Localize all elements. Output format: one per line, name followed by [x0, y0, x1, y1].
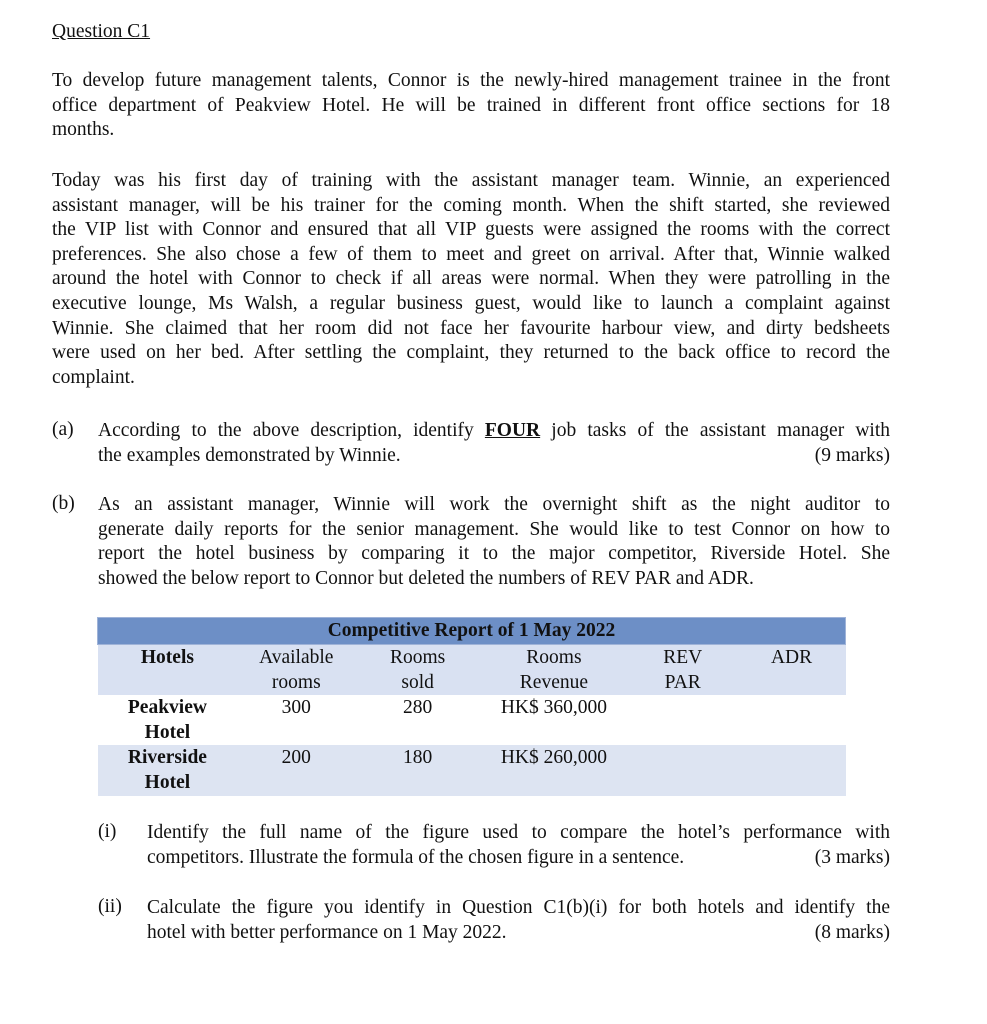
text-line: complaint. — [52, 366, 135, 388]
rooms-revenue: HK$ 360,000 — [480, 695, 628, 745]
part-b-label: (b) — [52, 493, 75, 514]
text-line: Winnie. She claimed that her room did not face her favourite harbour view, and dirty bedsheets — [52, 317, 890, 339]
rooms-sold: 280 — [355, 695, 480, 745]
text-line: generate daily reports for the senior management. She would like to test Connor on how to — [98, 518, 890, 540]
text: competitors. Illustrate the formula of the chosen figure in a sentence. — [147, 846, 685, 868]
text: According to the above description, identify — [98, 420, 485, 441]
header-rooms-revenue: Rooms Revenue — [480, 645, 628, 696]
rooms-revenue: HK$ 260,000 — [480, 745, 628, 796]
header-adr: ADR — [738, 645, 846, 696]
header-hotels: Hotels — [98, 645, 238, 696]
text-line: As an assistant manager, Winnie will work the overnight shift as the night auditor to — [98, 494, 890, 515]
table-row — [98, 745, 846, 796]
table-row — [98, 695, 846, 745]
table-header-row — [98, 645, 846, 696]
text: hotel with better performance on 1 May 2022. — [147, 921, 507, 943]
table-title: Competitive Report of 1 May 2022 — [98, 618, 846, 645]
intro-paragraph — [52, 69, 890, 143]
hotel-name: Riverside Hotel — [98, 745, 238, 796]
text-line: showed the below report to Connor but deleted the numbers of REV PAR and ADR. — [98, 567, 754, 589]
text-line: the VIP list with Connor and ensured that all VIP guests were assigned the rooms with the correct — [52, 219, 890, 241]
text: the examples demonstrated by Winnie. — [98, 444, 401, 466]
part-a-question — [98, 419, 890, 468]
scenario-paragraph — [52, 169, 890, 390]
text-line: Identify the full name of the figure used to compare the hotel’s performance with — [147, 822, 890, 843]
part-i-label: (i) — [98, 821, 117, 842]
rooms-sold: 180 — [355, 745, 480, 796]
question-title: Question C1 — [52, 21, 151, 42]
text-line: office department of Peakview Hotel. He will be trained in different front office sections for 18 — [52, 94, 890, 116]
text-line: report the hotel business by comparing it to the major competitor, Riverside Hotel. She — [98, 543, 890, 565]
emphasis-four: FOUR — [484, 420, 541, 441]
part-a-label: (a) — [52, 419, 74, 440]
hotel-name: Peakview Hotel — [98, 695, 238, 745]
header-rooms-sold: Rooms sold — [355, 645, 480, 696]
marks: (8 marks) — [814, 921, 890, 943]
text: job tasks of the assistant manager with — [540, 420, 890, 441]
part-ii-label: (ii) — [98, 896, 122, 917]
text-line: around the hotel with Connor to check if all areas were normal. When they were patrolling in the — [52, 268, 890, 290]
available-rooms: 200 — [237, 745, 355, 796]
marks: (3 marks) — [814, 846, 890, 868]
text-line: months. — [52, 119, 115, 141]
text-line: assistant manager, will be his trainer for the coming month. When the shift started, she reviewed — [52, 194, 890, 216]
revpar-cell — [628, 695, 738, 745]
text-line: preferences. She also chose a few of them to meet and greet on arrival. After that, Winnie walked — [52, 243, 890, 265]
text-line: were used on her bed. After settling the complaint, they returned to the back office to record the — [52, 342, 890, 364]
marks: (9 marks) — [814, 444, 890, 466]
header-revpar: REV PAR — [628, 645, 738, 696]
adr-cell — [738, 695, 846, 745]
text-line: Today was his first day of training with the assistant manager team. Winnie, an experienced — [52, 170, 890, 191]
available-rooms: 300 — [237, 695, 355, 745]
adr-cell — [738, 745, 846, 796]
text-line: executive lounge, Ms Walsh, a regular business guest, would like to launch a complaint against — [52, 292, 890, 314]
competitive-report-table — [97, 617, 846, 796]
text-line: Calculate the figure you identify in Question C1(b)(i) for both hotels and identify the — [147, 897, 890, 918]
revpar-cell — [628, 745, 738, 796]
part-ii-question — [147, 896, 890, 945]
header-available-rooms: Available rooms — [237, 645, 355, 696]
part-b-question — [98, 493, 890, 591]
part-i-question — [147, 821, 890, 870]
text-line: To develop future management talents, Connor is the newly-hired management trainee in the front — [52, 70, 890, 91]
